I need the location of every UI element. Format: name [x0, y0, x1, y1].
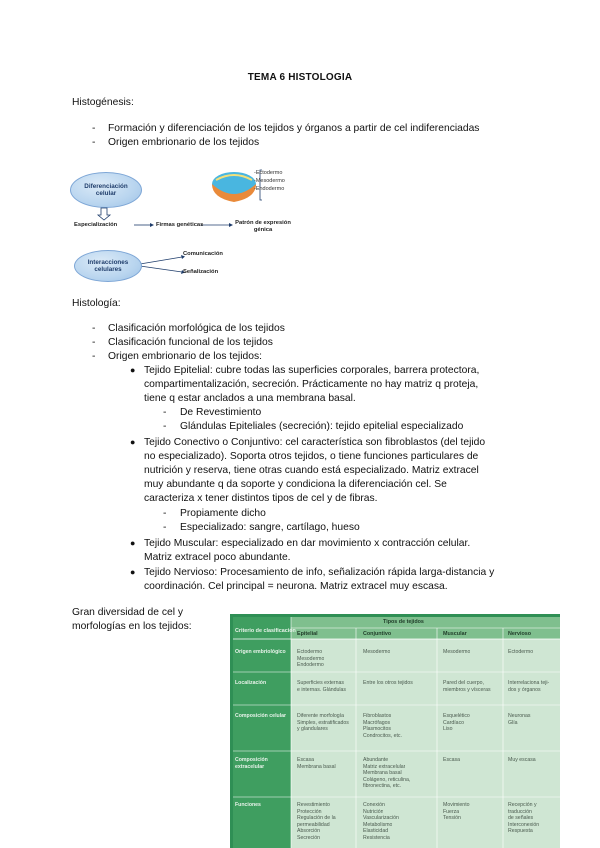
dash-marker: -	[92, 137, 96, 148]
table-header-nervioso: Nervioso	[508, 631, 532, 637]
table-cell: y glandulares	[297, 726, 328, 733]
conectivo-line: nutrición y reserva, tiene otras cuando está especializado. Matriz extracel	[144, 465, 479, 476]
muscular-line: Tejido Muscular: especializado en dar movimiento x contracción celular.	[144, 538, 471, 549]
conectivo-line: no especializado). Soporta otros tejidos, o tiene funciones particulares de	[144, 451, 479, 462]
table-cell: Mesodermo	[363, 649, 391, 655]
table-cell: Liso	[443, 726, 453, 733]
table-cell: Ectodermo	[297, 649, 323, 655]
table-cell: Matriz extracelular	[363, 763, 406, 770]
table-cell: Recepción y	[508, 802, 537, 808]
table-cell: Vascularización	[363, 815, 399, 822]
table-cell: Muy escasa	[508, 757, 536, 763]
table-cell: Plasmocitos	[363, 726, 391, 733]
table-cell: Revestimiento	[297, 802, 330, 808]
epitelial-sub: Glándulas Epiteliales (secreción): tejido epitelial especializado	[180, 421, 464, 432]
dash-marker: -	[92, 351, 96, 362]
muscular-line: Matriz extracel poco abundante.	[144, 552, 291, 563]
table-cell: Cardíaco	[443, 719, 465, 726]
table-cell: Mesodermo	[297, 655, 325, 662]
table-row-label: Composición celular	[235, 713, 287, 719]
table-cell: Resistencia	[363, 835, 390, 841]
table-cell: e internas. Glándulas	[297, 686, 347, 693]
conectivo-sub: Propiamente dicho	[180, 508, 266, 519]
nervioso-line: coordinación. Cel principal = neurona. Matriz extracel muy escasa.	[144, 581, 448, 592]
dash-marker: -	[163, 508, 167, 519]
table-cell: Fibroblastos	[363, 713, 392, 719]
dash-marker: -	[92, 337, 96, 348]
table-cell: Tensión	[443, 815, 461, 822]
down-arrow-icon	[98, 208, 110, 220]
table-cell: traducción	[508, 808, 532, 815]
table-cell: Membrana basal	[297, 763, 336, 770]
table-title: Tipos de tejidos	[383, 619, 424, 625]
conectivo-line: Tejido Conectivo o Conjuntivo: cel característica son fibroblastos (del tejido	[144, 437, 486, 448]
dash-marker: -	[92, 323, 96, 334]
histologia-item: Clasificación funcional de los tejidos	[108, 337, 273, 348]
table-cell: Movimiento	[443, 802, 470, 808]
histogenesis-item: Origen embrionario de los tejidos	[108, 137, 260, 148]
table-cell: Mesodermo	[443, 649, 471, 655]
patron-label: Patrón de expresión génica	[235, 220, 291, 233]
dash-marker: -	[163, 421, 167, 432]
gran-line: Gran diversidad de cel y	[72, 607, 184, 618]
table-cell: Escasa	[297, 757, 315, 763]
table-cell: dos y órganos	[508, 686, 541, 693]
histogenesis-item: Formación y diferenciación de los tejidos y órganos a partir de cel indiferenciadas	[108, 123, 480, 134]
firmas-label: Firmas genéticas	[156, 222, 204, 228]
layer-endodermo: -Endodermo	[254, 186, 285, 192]
dash-marker: -	[92, 123, 96, 134]
epitelial-line: tiene q estar anclados a una membrana basal.	[144, 393, 356, 404]
interacciones-oval	[74, 250, 142, 282]
table-col0-header: Criterio de clasificación	[235, 628, 296, 634]
table-cell: fibronectina, etc.	[363, 783, 402, 790]
table-row-label: Composición extracelular	[235, 757, 268, 770]
nervioso-line: Tejido Nervioso: Procesamiento de info, señalización rápida larga-distancia y	[144, 567, 495, 578]
bullet-dot: ●	[130, 437, 136, 447]
table-cell: Secreción	[297, 835, 321, 841]
senalizacion-label: Señalización	[183, 269, 219, 275]
epitelial-line: Tejido Epitelial: cubre todas las superficies corporales, barrera protectora,	[144, 365, 480, 376]
table-cell: de señales	[508, 815, 534, 822]
table-cell: Protección	[297, 808, 322, 815]
table-cell: Neuronas	[508, 713, 531, 719]
epitelial-line: compartimentalización, secreción. Prácticamente no hay matriz q proteja,	[144, 379, 479, 390]
conectivo-line: caracteriza x tener distintos tipos de cel y de fibras.	[144, 493, 378, 504]
table-cell: Membrana basal	[363, 770, 402, 777]
histologia-item: Clasificación morfológica de los tejidos	[108, 323, 285, 334]
interacciones-label: Interacciones celulares	[87, 258, 129, 273]
histologia-item: Origen embrionario de los tejidos:	[108, 351, 262, 362]
layer-mesodermo: -Mesodermo	[254, 178, 285, 184]
table-cell: Entre los otros tejidos	[363, 680, 413, 686]
table-cell: Diferente morfología	[297, 713, 344, 719]
table-cell: Elasticidad	[363, 828, 389, 835]
diferenciacion-label: Diferenciación celular	[84, 182, 128, 197]
page-title: TEMA 6 HISTOLOGIA	[247, 72, 353, 83]
table-header-epitelial: Epitelial	[297, 631, 318, 637]
epitelial-sub: De Revestimiento	[180, 407, 262, 418]
bullet-dot: ●	[130, 365, 136, 375]
table-cell: Fuerza	[443, 808, 460, 815]
especializacion-label: Especialización	[74, 222, 118, 228]
table-cell: Glía	[508, 719, 518, 726]
table-cell: Esquelético	[443, 713, 470, 719]
table-cell: Respuesta	[508, 828, 533, 835]
table-cell: Nutrición	[363, 808, 384, 815]
table-row-label: Funciones	[235, 802, 261, 808]
arrow-right-icon	[150, 223, 154, 227]
table-cell: Metabolismo	[363, 821, 393, 828]
table-cell: Simples, estratificados	[297, 719, 349, 726]
table-cell: Interrelaciona teji-	[508, 680, 550, 686]
table-body	[233, 617, 560, 848]
tissue-types-table	[230, 614, 560, 848]
bullet-dot: ●	[130, 567, 136, 577]
table-cell: Condrocitos, etc.	[363, 732, 402, 739]
table-cell: Ectodermo	[508, 649, 534, 655]
bullet-dot: ●	[130, 538, 136, 548]
gran-line: morfologías en los tejidos:	[72, 621, 192, 632]
table-cell: Colágeno, reticulina,	[363, 776, 411, 783]
table-row-label: Localización	[235, 680, 267, 686]
dash-marker: -	[163, 407, 167, 418]
table-cell: Interconexión	[508, 821, 540, 828]
histogenesis-diagram	[70, 162, 295, 287]
table-cell: Superficies externas	[297, 680, 344, 686]
conectivo-sub: Especializado: sangre, cartílago, hueso	[180, 522, 360, 533]
dash-marker: -	[163, 522, 167, 533]
comunicacion-label: Comunicación	[183, 251, 223, 257]
table-header-conjuntivo: Conjuntivo	[363, 631, 392, 637]
table-cell: Abundante	[363, 757, 389, 763]
conectivo-line: muy abundante q da soporte y condiciona la diferenciación cel. Se	[144, 479, 447, 490]
table-cell: Absorción	[297, 828, 321, 835]
table-header-muscular: Muscular	[443, 631, 467, 637]
table-cell: Macrófagos	[363, 719, 391, 726]
histologia-heading: Histología:	[72, 298, 121, 309]
table-cell: Endodermo	[297, 662, 324, 669]
table-cell: Regulación de la	[297, 815, 336, 822]
histogenesis-heading: Histogénesis:	[72, 97, 134, 108]
table-cell: Pared del cuerpo,	[443, 680, 484, 686]
table-cell: Escasa	[443, 757, 461, 763]
table-cell: miembros y vísceras	[443, 686, 491, 693]
table-row-label: Origen embriológico	[235, 649, 286, 655]
layer-ectodermo: -Ectodermo	[254, 170, 283, 176]
table-cell: permeabilidad	[297, 821, 330, 828]
table-cell: Conexión	[363, 802, 385, 808]
